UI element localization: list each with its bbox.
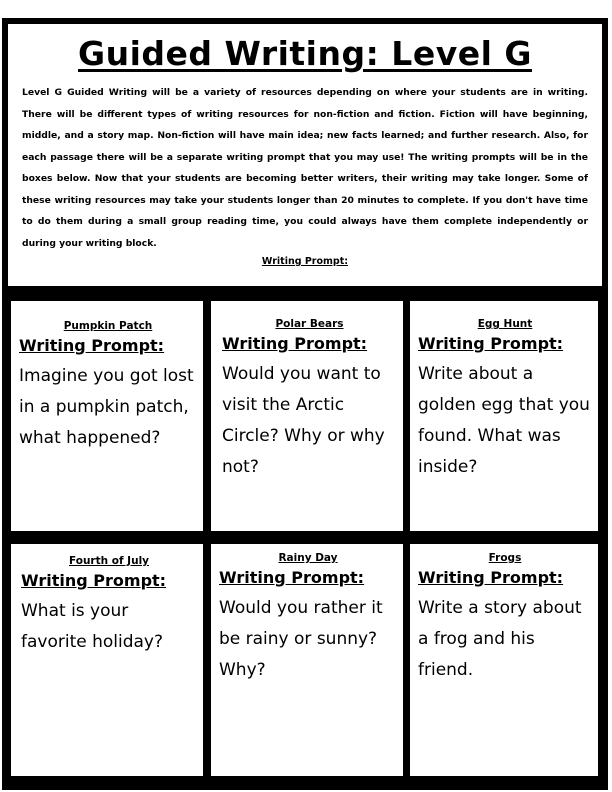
card-text: Would you rather it be rainy or sunny? Why? xyxy=(219,598,383,680)
card-title: Frogs xyxy=(488,552,522,564)
card-text: Write a story about a frog and his friend. xyxy=(418,598,582,680)
card-title: Rainy Day xyxy=(278,552,338,564)
prompt-card-egg-hunt xyxy=(410,301,598,531)
card-label: Writing Prompt: xyxy=(222,334,368,353)
card-title: Polar Bears xyxy=(275,318,344,330)
card-label: Writing Prompt: xyxy=(219,568,365,587)
intro-paragraph: Level G Guided Writing will be a variety of resources depending on where your students are in writing. There will be different types of writing resources for non-fiction and fiction. Fiction will have beginning, middle, and a story map. Non-fiction will have main idea; new facts learned; and further research. Also, for each passage there will be a separate writing prompt that you may use! The writing prompts will be in the boxes below. Now that your students are becoming better writers, their writing may take longer. Some of these writing resources may take your students longer than 20 minutes to complete. If you don't have time to do them during a small group reading time, you could always have them complete independently or during your writing block. xyxy=(22,87,588,249)
prompt-card-rainy-day xyxy=(211,544,403,776)
card-title: Pumpkin Patch xyxy=(63,320,153,332)
intro-prompt-label: Writing Prompt: xyxy=(261,256,349,267)
card-text: What is your favorite holiday? xyxy=(21,601,164,652)
card-text: Would you want to visit the Arctic Circle? Why or why not? xyxy=(222,364,385,477)
intro-panel xyxy=(8,24,602,286)
card-text: Write about a golden egg that you found. What was inside? xyxy=(418,364,590,477)
card-label: Writing Prompt: xyxy=(19,336,165,355)
card-label: Writing Prompt: xyxy=(418,568,564,587)
prompt-card-frogs xyxy=(410,544,598,776)
prompt-card-fourth-of-july xyxy=(11,544,203,776)
card-title: Fourth of July xyxy=(68,555,150,567)
prompt-card-polar-bears xyxy=(211,301,403,531)
card-title: Egg Hunt xyxy=(477,318,533,330)
page-title: Guided Writing: Level G xyxy=(78,34,532,73)
card-label: Writing Prompt: xyxy=(418,334,564,353)
card-text: Imagine you got lost in a pumpkin patch, what happened? xyxy=(19,366,194,448)
prompt-card-pumpkin-patch xyxy=(11,301,203,531)
card-label: Writing Prompt: xyxy=(21,571,167,590)
